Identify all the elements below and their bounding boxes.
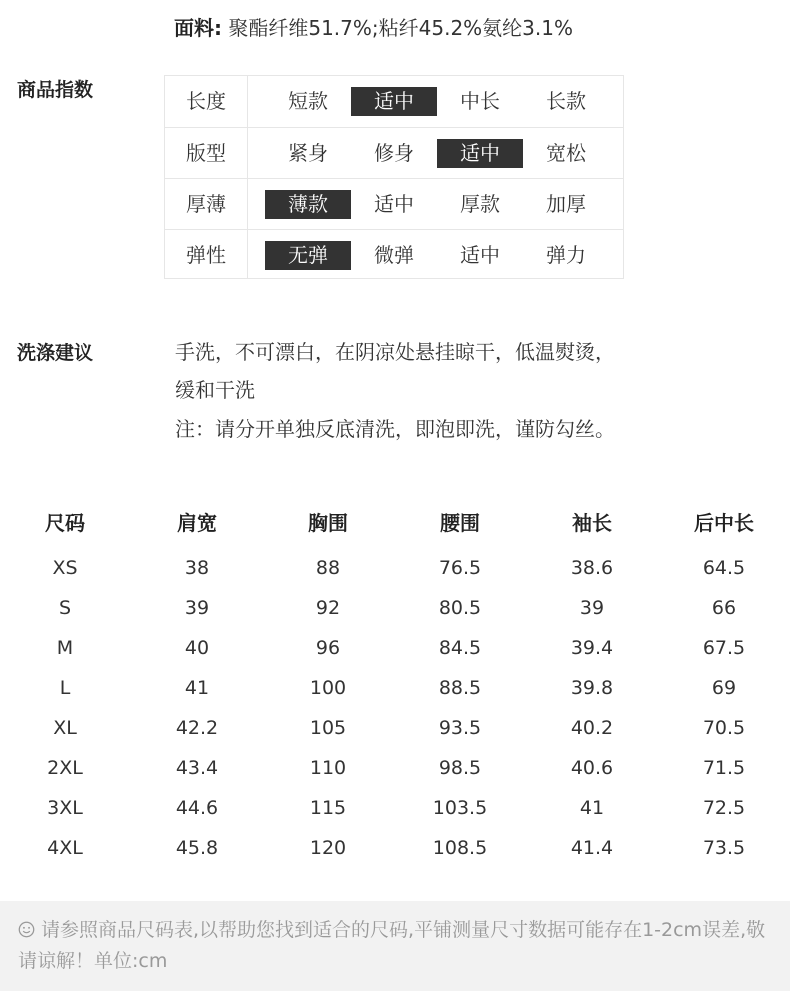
size-table-cell: 39.4: [570, 637, 614, 659]
index-option: 加厚: [546, 192, 586, 216]
index-option: 宽松: [546, 141, 586, 165]
size-table-cell: XS: [52, 557, 78, 579]
size-table-cell: 88.5: [438, 677, 482, 699]
wash-line-2: 缓和干洗: [175, 378, 255, 402]
product-index-table: [164, 75, 624, 279]
size-table-cell: 45.8: [175, 837, 219, 859]
size-table-cell: 76.5: [438, 557, 482, 579]
fabric-value: 聚酯纤维51.7%;粘纤45.2%氨纶3.1%: [228, 16, 573, 40]
index-row-label: 厚薄: [186, 192, 226, 216]
size-table-cell: 80.5: [438, 597, 482, 619]
index-row-label: 版型: [186, 141, 226, 165]
size-table-cell: 73.5: [702, 837, 746, 859]
footer-note: [0, 901, 790, 991]
smile-icon: [18, 921, 35, 938]
size-table-cell: 39: [184, 597, 210, 619]
size-table-cell: 69: [711, 677, 737, 699]
size-table-cell: 66: [711, 597, 737, 619]
size-table-cell: 3XL: [47, 797, 83, 819]
size-header-cell: 腰围: [440, 511, 480, 535]
index-row: [165, 229, 623, 280]
size-table-cell: 41: [184, 677, 210, 699]
size-table-cell: 64.5: [702, 557, 746, 579]
size-table-cell: 40: [184, 637, 210, 659]
index-option-selected: 薄款: [265, 190, 351, 219]
size-table-cell: 98.5: [438, 757, 482, 779]
size-table-cell: 4XL: [47, 837, 83, 859]
size-table-cell: 38: [184, 557, 210, 579]
index-option-selected: 无弹: [265, 241, 351, 270]
size-table-cell: 92: [315, 597, 341, 619]
size-table-cell: 110: [309, 757, 347, 779]
index-option: 修身: [374, 141, 414, 165]
size-table-cell: 100: [309, 677, 347, 699]
wash-title: 洗涤建议: [17, 342, 94, 364]
size-table-cell: 39.8: [570, 677, 614, 699]
size-table-cell: 96: [315, 637, 341, 659]
index-option: 中长: [460, 89, 500, 113]
size-header-cell: 肩宽: [177, 511, 217, 535]
size-table-cell: M: [56, 637, 74, 659]
index-row-label: 长度: [186, 89, 226, 113]
index-option: 短款: [288, 89, 328, 113]
index-option-selected: 适中: [351, 87, 437, 116]
size-header-cell: 后中长: [694, 511, 754, 535]
size-table-cell: 72.5: [702, 797, 746, 819]
index-row: [165, 76, 623, 127]
size-table-cell: 70.5: [702, 717, 746, 739]
size-header-cell: 尺码: [45, 511, 85, 535]
wash-line-1: 手洗，不可漂白，在阴凉处悬挂晾干，低温熨烫，: [175, 340, 615, 364]
size-table-cell: 84.5: [438, 637, 482, 659]
size-table-cell: 40.2: [570, 717, 614, 739]
index-option: 紧身: [288, 141, 328, 165]
size-table-cell: 103.5: [432, 797, 488, 819]
size-table-cell: 41: [579, 797, 605, 819]
index-row: [165, 127, 623, 178]
index-divider: [247, 76, 248, 278]
size-table-cell: 115: [309, 797, 347, 819]
size-table-cell: 41.4: [570, 837, 614, 859]
size-table-cell: 67.5: [702, 637, 746, 659]
index-row: [165, 178, 623, 229]
size-table-cell: 93.5: [438, 717, 482, 739]
index-option: 适中: [374, 192, 414, 216]
size-table-cell: 120: [309, 837, 347, 859]
size-table-cell: 43.4: [175, 757, 219, 779]
index-option: 长款: [546, 89, 586, 113]
size-table-cell: 88: [315, 557, 341, 579]
size-table-cell: 38.6: [570, 557, 614, 579]
size-table-cell: XL: [53, 717, 77, 739]
index-option: 厚款: [460, 192, 500, 216]
size-header-cell: 袖长: [572, 511, 612, 535]
size-header-cell: 胸围: [308, 511, 348, 535]
footer-text: 请参照商品尺码表,以帮助您找到适合的尺码,平铺测量尺寸数据可能存在1-2cm误差,敬请谅解！单位:cm: [18, 919, 766, 972]
index-option: 微弹: [374, 243, 414, 267]
size-table-cell: 44.6: [175, 797, 219, 819]
index-option: 适中: [460, 243, 500, 267]
size-table-cell: 105: [309, 717, 347, 739]
fabric-label: 面料:: [174, 16, 222, 40]
size-table-cell: 2XL: [47, 757, 83, 779]
size-table-cell: 42.2: [175, 717, 219, 739]
wash-line-3: 注：请分开单独反底清洗，即泡即洗，谨防勾丝。: [175, 417, 615, 441]
index-title: 商品指数: [17, 79, 94, 101]
fabric-line: [174, 12, 573, 41]
index-option: 弹力: [546, 243, 586, 267]
size-table-cell: S: [58, 597, 72, 619]
size-table-cell: 39: [579, 597, 605, 619]
index-row-label: 弹性: [186, 243, 226, 267]
size-table-cell: 108.5: [432, 837, 488, 859]
index-option-selected: 适中: [437, 139, 523, 168]
size-table-cell: 40.6: [570, 757, 614, 779]
size-table-cell: L: [59, 677, 71, 699]
size-table-cell: 71.5: [702, 757, 746, 779]
